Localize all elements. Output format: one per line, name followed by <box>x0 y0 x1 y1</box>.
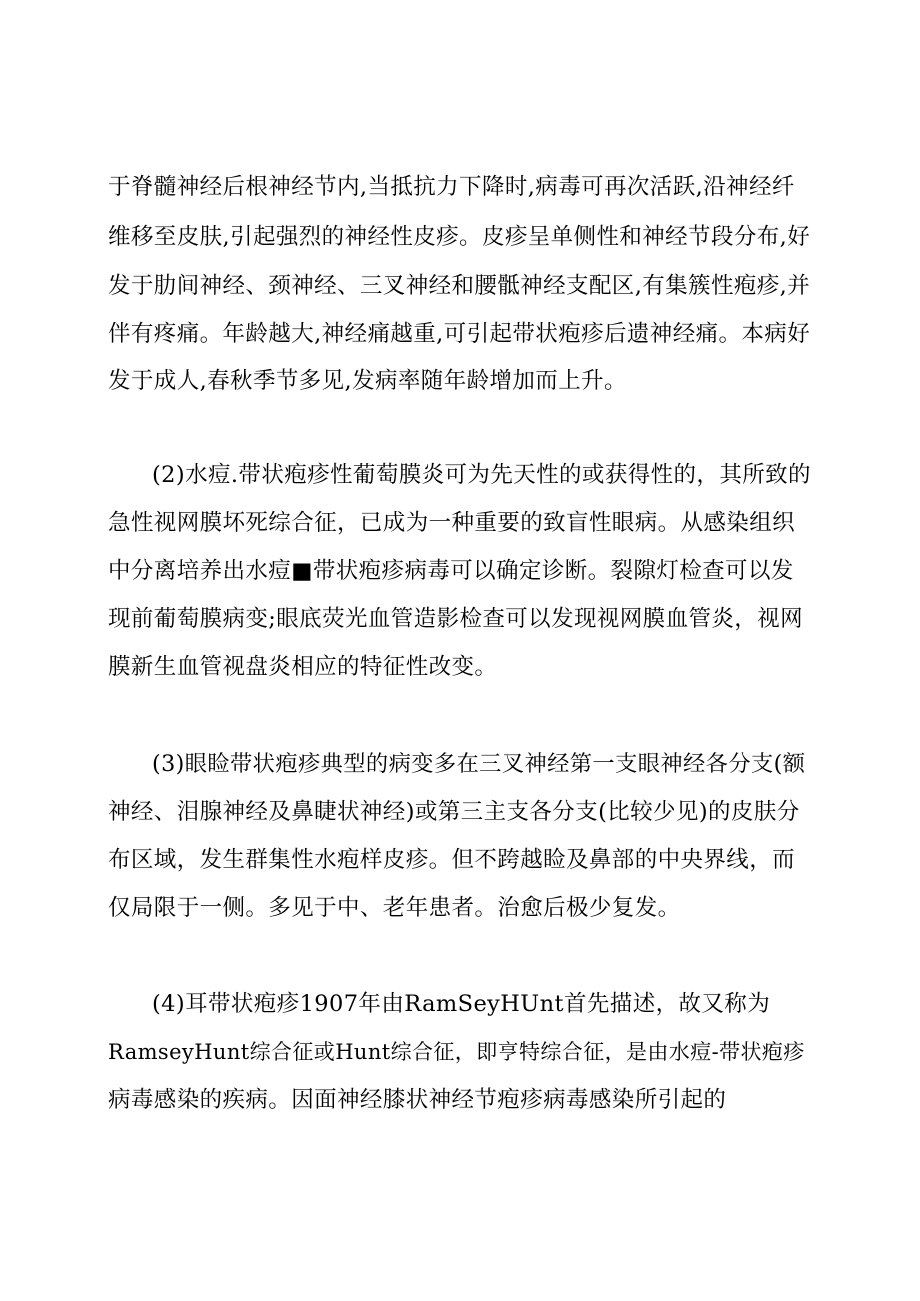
paragraph-3-line-2: 神经、泪腺神经及鼻睫状神经)或第三主支各分支(比较少见)的皮肤分 <box>108 799 800 825</box>
paragraph-3-line-1: (3)眼睑带状疱疹典型的病变多在三叉神经第一支眼神经各分支(额 <box>152 751 806 777</box>
paragraph-1-line-5: 发于成人,春秋季节多见,发病率随年龄增加而上升。 <box>108 368 627 394</box>
paragraph-3-line-4: 仅局限于一侧。多见于中、老年患者。治愈后极少复发。 <box>108 895 681 921</box>
paragraph-2-line-1: (2)水痘.带状疱疹性葡萄膜炎可为先天性的或获得性的，其所致的 <box>152 462 811 488</box>
paragraph-4-line-1: (4)耳带状疱疹1907年由RamSeyHUnt首先描述，故又称为 <box>152 991 771 1017</box>
paragraph-1-line-1: 于脊髓神经后根神经节内,当抵抗力下降时,病毒可再次活跃,沿神经纤 <box>108 174 795 200</box>
paragraph-2-line-5: 膜新生血管视盘炎相应的特征性改变。 <box>108 654 498 680</box>
paragraph-4-line-2: RamseyHunt综合征或Hunt综合征，即亨特综合征，是由水痘-带状疱疹 <box>108 1040 805 1064</box>
paragraph-2-line-3: 中分离培养出水痘■带状疱疹病毒可以确定诊断。裂隙灯检查可以发 <box>108 558 794 584</box>
paragraph-2-line-2: 急性视网膜坏死综合征，已成为一种重要的致盲性眼病。从感染组织 <box>108 510 796 536</box>
paragraph-1-line-2: 维移至皮肤,引起强烈的神经性皮疹。皮疹呈单侧性和神经节段分布,好 <box>108 224 811 250</box>
paragraph-2-line-4: 现前葡萄膜病变;眼底荧光血管造影检查可以发现视网膜血管炎，视网 <box>108 606 803 632</box>
paragraph-1-line-3: 发于肋间神经、颈神经、三叉神经和腰骶神经支配区,有集簇性疱疹,并 <box>108 273 811 299</box>
paragraph-4-line-3: 病毒感染的疾病。因面神经膝状神经节疱疹病毒感染所引起的 <box>108 1087 727 1113</box>
paragraph-3-line-3: 布区域，发生群集性水疱样皮疹。但不跨越睑及鼻部的中央界线，而 <box>108 847 796 873</box>
paragraph-1-line-4: 伴有疼痛。年龄越大,神经痛越重,可引起带状疱疹后遗神经痛。本病好 <box>108 321 811 347</box>
